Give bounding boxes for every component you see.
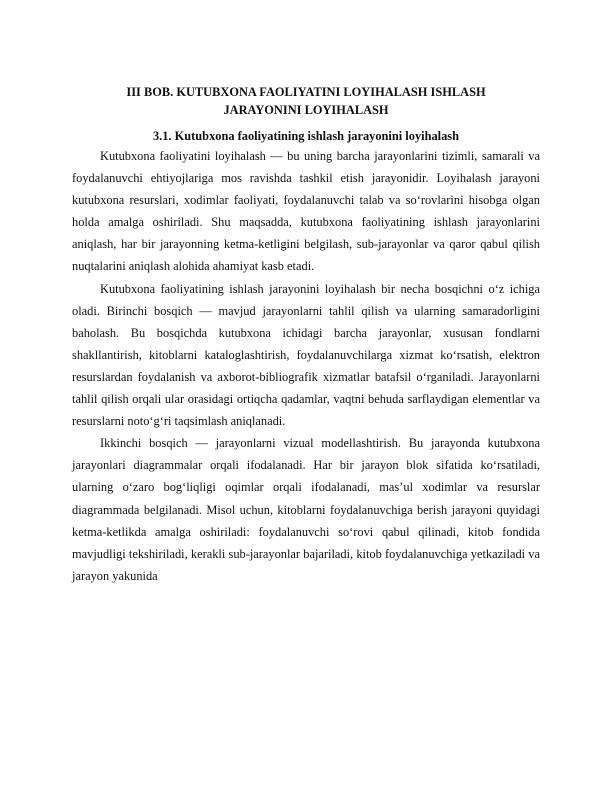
document-page xyxy=(72,83,540,587)
section-title: 3.1. Kutubxona faoliyatining ishlash jarayonini loyihalash xyxy=(152,129,460,143)
chapter-title: III BOB. KUTUBXONA FAOLIYATINI LOYIHALASH ISHLASH JARAYONINI LOYIHALASH xyxy=(126,85,486,117)
paragraph-3: Ikkinchi bosqich — jarayonlarni vizual modellashtirish. Bu jarayonda kutubxona jarayonlari diagrammalar orqali ifodalanadi. Har bir jarayon blok sifatida ko‘rsatiladi, ularning o‘zaro bog‘liqligi oqimlar orqali ifodalanadi, mas’ul xodimlar va resurslar diagrammada belgilanadi. Misol uchun, kitoblarni foydalanuvchiga berish jarayoni quyidagi ketma-ketlikda amalga oshiriladi: foydalanuvchi so‘rovi qabul qilinadi, kitob fondida mavjudligi tekshiriladi, kerakli sub-jarayonlar bajariladi, kitob foydalanuvchiga yetkaziladi va jarayon yakunida xyxy=(72,436,540,583)
paragraph-1: Kutubxona faoliyatini loyihalash — bu uning barcha jarayonlarini tizimli, samarali va foydalanuvchi ehtiyojlariga mos ravishda tashkil etish jarayonidir. Loyihalash jarayoni kutubxona resurslari, xodimlar faoliyati, foydalanuvchi talab va so‘rovlarini hisobga olgan holda amalga oshiriladi. Shu maqsadda, kutubxona faoliyatining ishlash jarayonlarini aniqlash, har bir jarayonning ketma-ketligini belgilash, sub-jarayonlar va qaror qabul qilish nuqtalarini aniqlash alohida ahamiyat kasb etadi. xyxy=(72,149,540,274)
paragraph-2: Kutubxona faoliyatining ishlash jarayonini loyihalash bir necha bosqichni o‘z ichiga oladi. Birinchi bosqich — mavjud jarayonlarni tahlil qilish va ularning samaradorligini baholash. Bu bosqichda kutubxona ichidagi barcha jarayonlar, xususan fondlarni shakllantirish, kitoblarni kataloglashtirish, foydalanuvchilarga xizmat ko‘rsatish, elektron resurslardan foydalanish va axborot-bibliografik xizmatlar batafsil o‘rganiladi. Jarayonlarni tahlil qilish orqali ular orasidagi ortiqcha qadamlar, vaqtni behuda sarflaydigan elementlar va resurslarni noto‘g‘ri taqsimlash aniqlanadi. xyxy=(72,281,540,429)
